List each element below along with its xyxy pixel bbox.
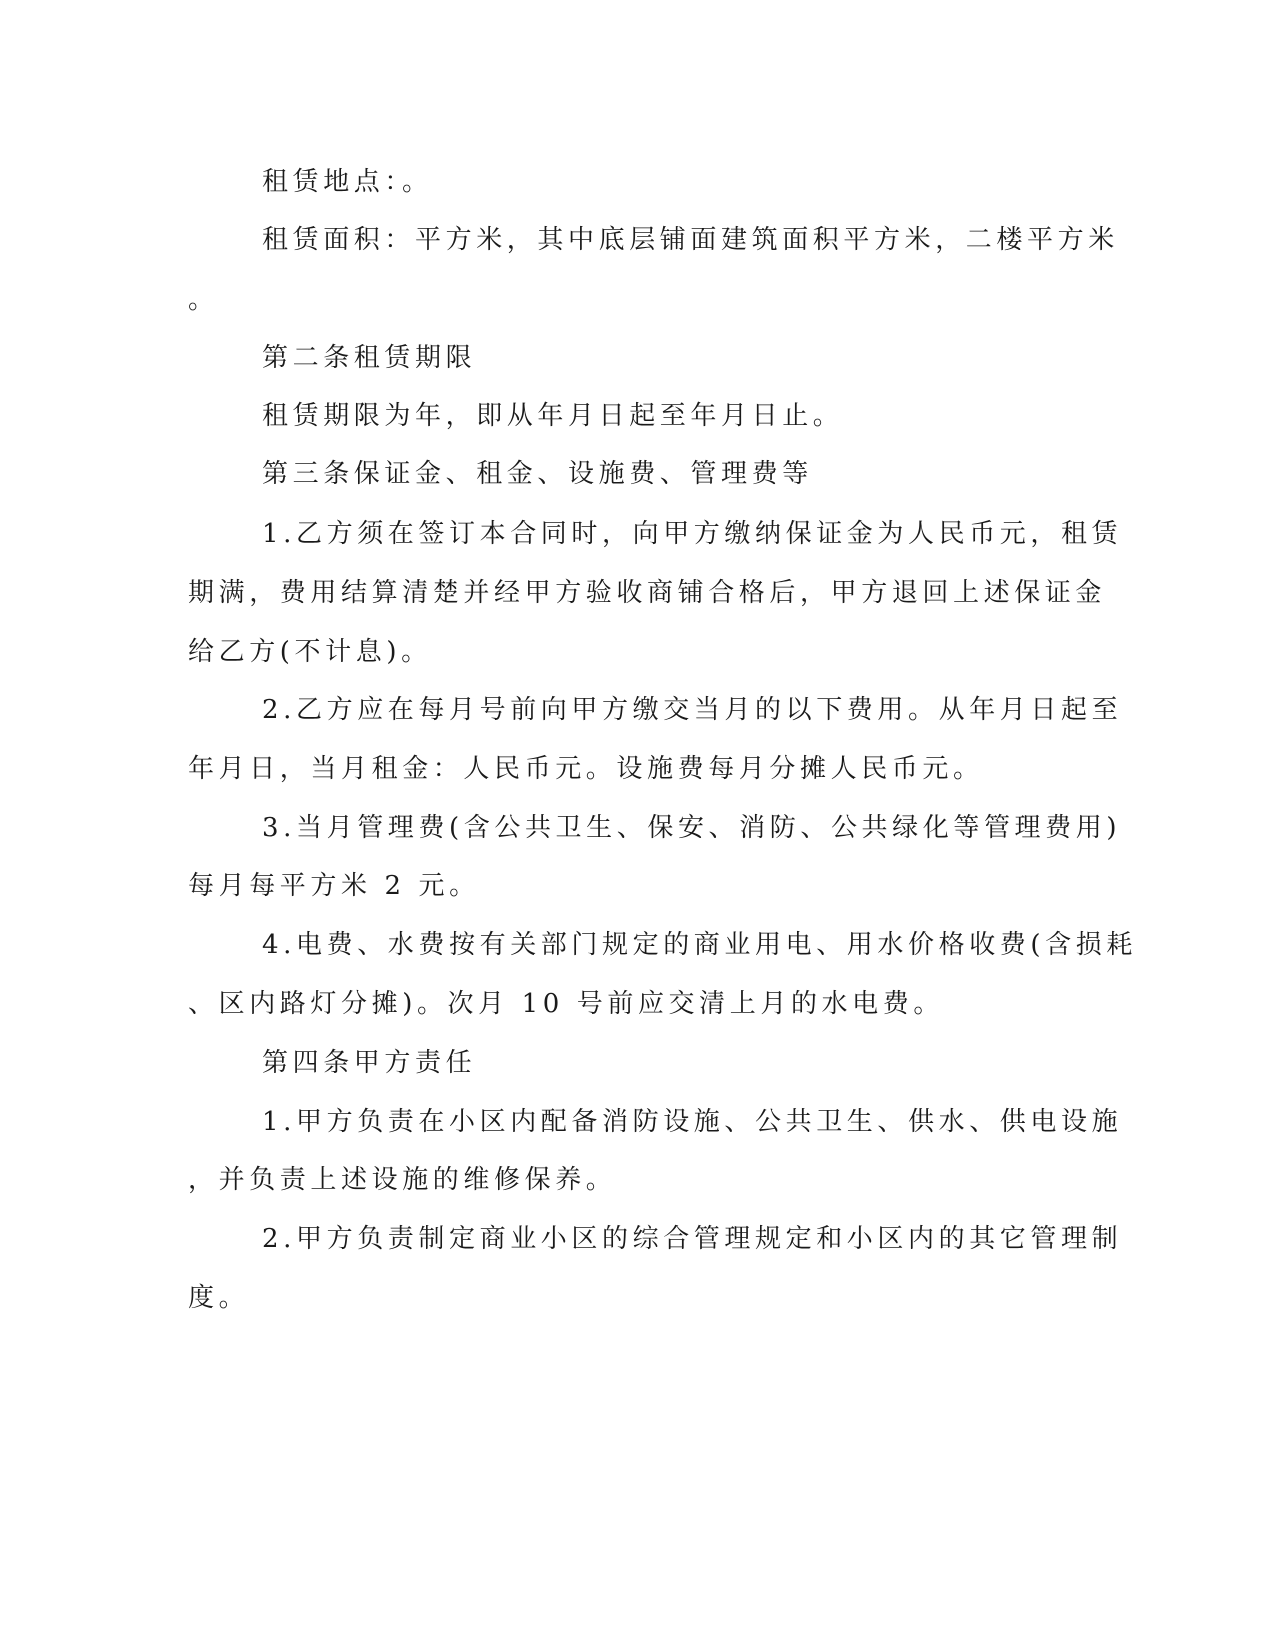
clause-3-3-line-1: 3.当月管理费(含公共卫生、保安、消防、公共绿化等管理费用) [262, 813, 1122, 843]
clause-3-4-line-1: 4.电费、水费按有关部门规定的商业用电、用水价格收费(含损耗 [262, 930, 1137, 960]
clause-3-3-line-2: 每月每平方米 2 元。 [188, 871, 480, 901]
lease-location-line: 租赁地点：。 [262, 167, 433, 197]
article-3-heading: 第三条保证金、租金、设施费、管理费等 [262, 459, 813, 489]
clause-4-1-line-2: ，并负责上述设施的维修保养。 [188, 1165, 617, 1195]
clause-4-2-line-2: 度。 [188, 1283, 250, 1313]
clause-3-4-line-2: 、区内路灯分摊)。次月 10 号前应交清上月的水电费。 [188, 989, 944, 1019]
clause-3-2-line-2: 年月日，当月租金：人民币元。设施费每月分摊人民币元。 [188, 754, 984, 784]
clause-3-1-line-3: 给乙方(不计息)。 [188, 637, 432, 667]
lease-area-line-cont: 。 [188, 285, 219, 315]
article-4-heading: 第四条甲方责任 [262, 1048, 477, 1078]
article-2-heading: 第二条租赁期限 [262, 343, 477, 373]
clause-3-1-line-2: 期满，费用结算清楚并经甲方验收商铺合格后，甲方退回上述保证金 [188, 578, 1107, 608]
clause-3-1-line-1: 1.乙方须在签订本合同时，向甲方缴纳保证金为人民币元，租赁 [262, 519, 1123, 549]
clause-4-2-line-1: 2.甲方负责制定商业小区的综合管理规定和小区内的其它管理制 [262, 1224, 1123, 1254]
lease-area-line: 租赁面积：平方米，其中底层铺面建筑面积平方米，二楼平方米 [262, 225, 1119, 255]
clause-4-1-line-1: 1.甲方负责在小区内配备消防设施、公共卫生、供水、供电设施 [262, 1107, 1123, 1137]
lease-term-line: 租赁期限为年，即从年月日起至年月日止。 [262, 401, 844, 431]
clause-3-2-line-1: 2.乙方应在每月号前向甲方缴交当月的以下费用。从年月日起至 [262, 695, 1123, 725]
